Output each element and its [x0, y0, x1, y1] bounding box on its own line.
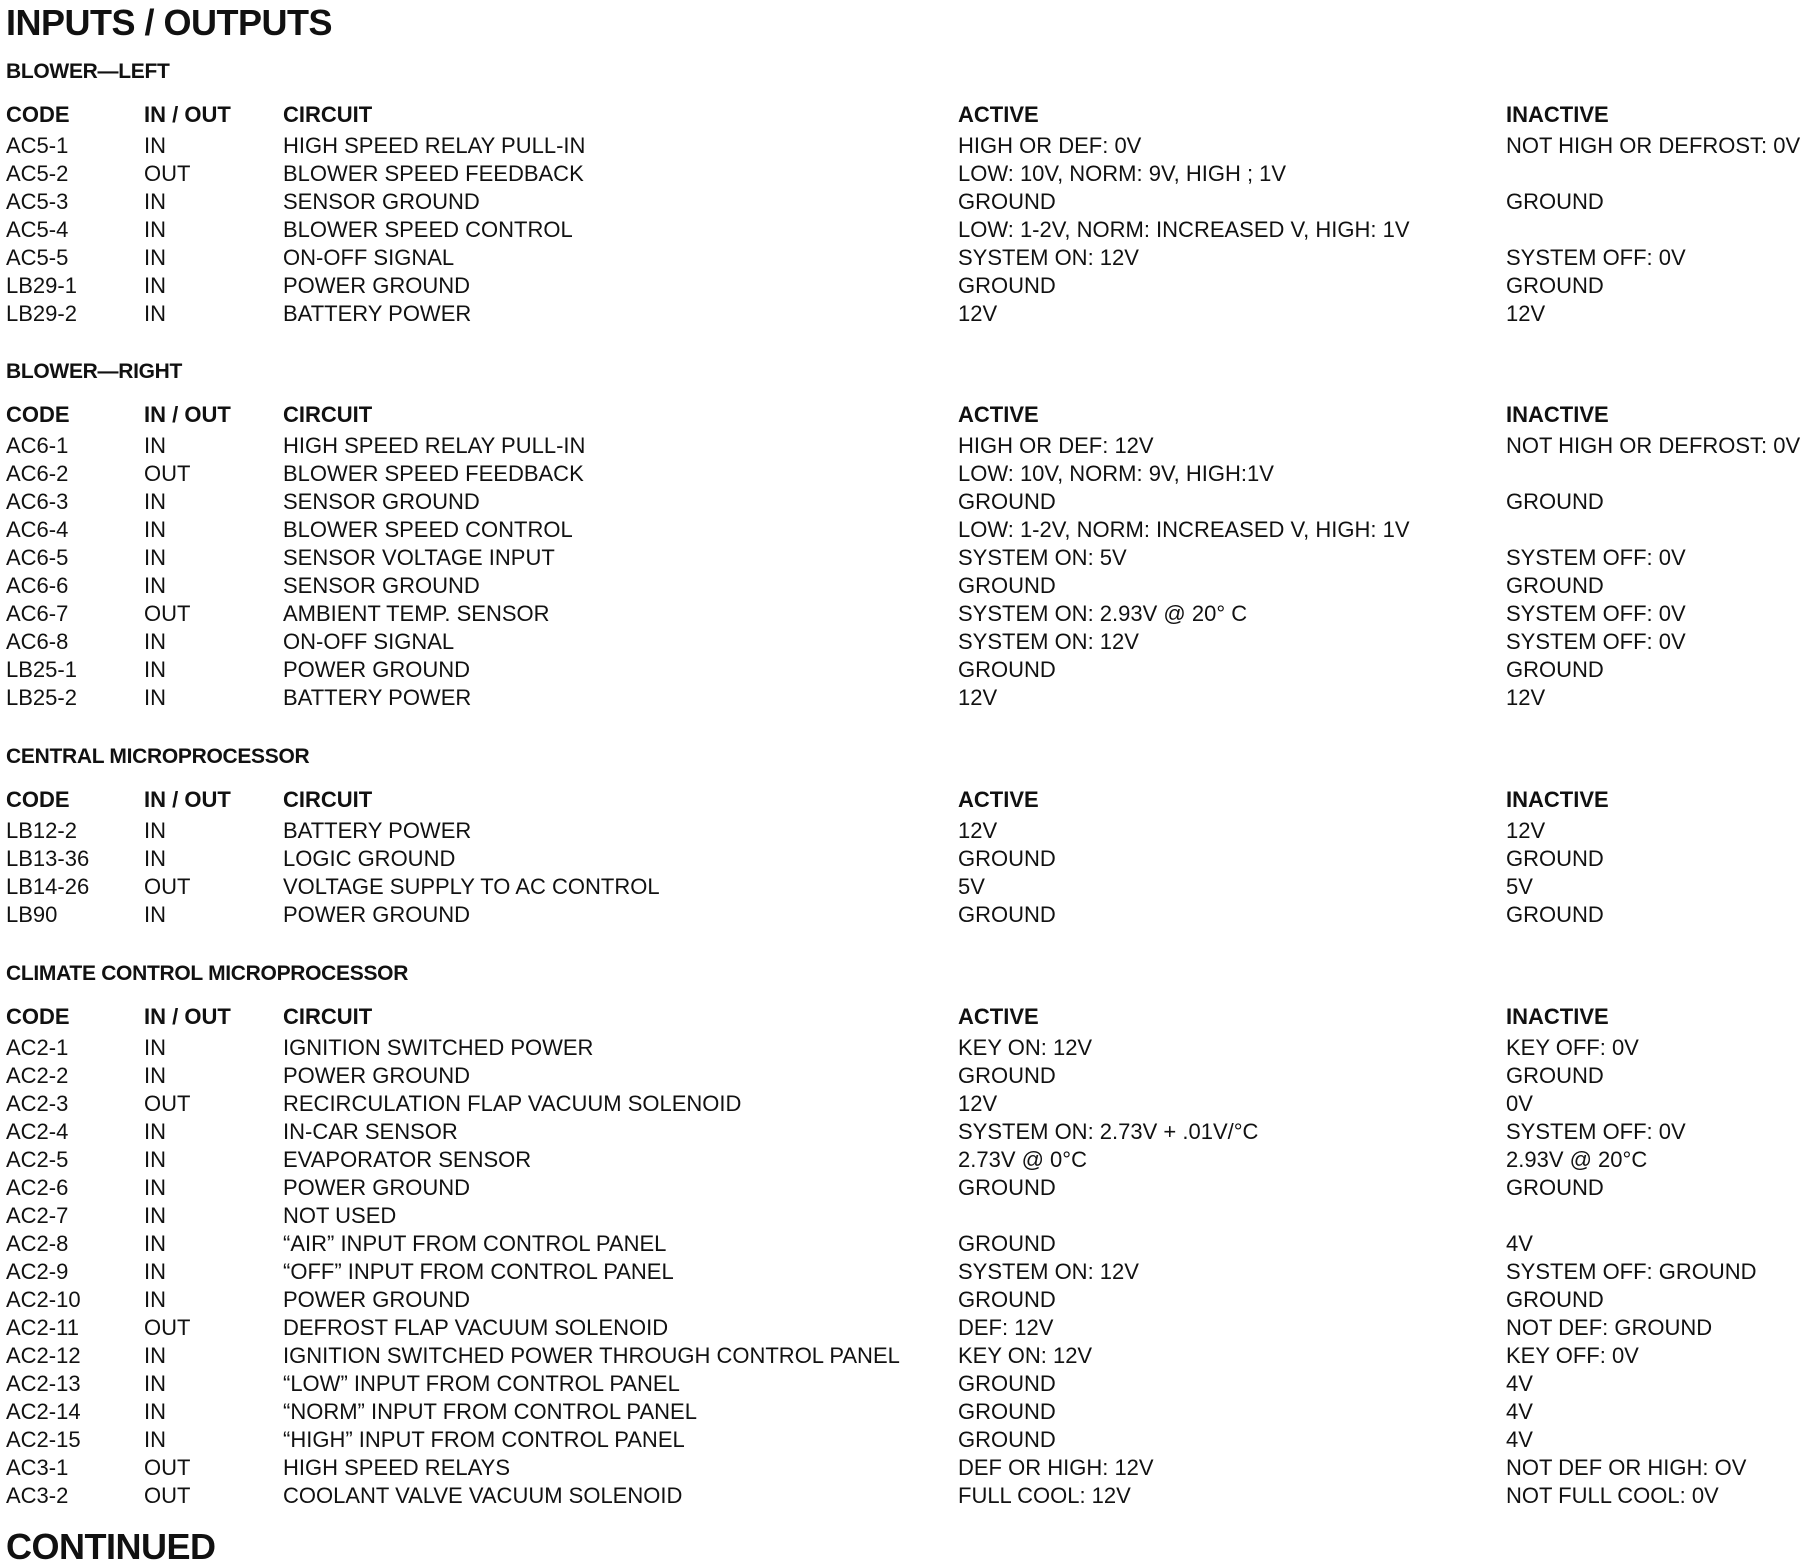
io-cell: IN: [144, 1147, 166, 1172]
column-header-active: ACTIVE: [958, 402, 1039, 427]
code-cell: AC2-6: [6, 1175, 69, 1200]
active-cell: GROUND: [958, 902, 1056, 927]
column-header-io: IN / OUT: [144, 402, 231, 427]
table-row: [6, 1258, 1816, 1286]
code-cell: AC5-5: [6, 245, 69, 270]
active-cell: GROUND: [958, 189, 1056, 214]
code-cell: AC6-6: [6, 573, 69, 598]
io-cell: OUT: [144, 601, 191, 626]
code-cell: AC2-9: [6, 1259, 69, 1284]
circuit-cell: LOGIC GROUND: [283, 846, 456, 871]
circuit-cell: BLOWER SPEED CONTROL: [283, 517, 573, 542]
column-header-io: IN / OUT: [144, 102, 231, 127]
table-row: [6, 544, 1816, 572]
io-cell: IN: [144, 489, 166, 514]
circuit-cell: BLOWER SPEED FEEDBACK: [283, 461, 584, 486]
active-cell: DEF OR HIGH: 12V: [958, 1455, 1154, 1480]
code-cell: AC2-11: [6, 1315, 79, 1340]
column-header-circuit: CIRCUIT: [283, 1004, 373, 1029]
inactive-cell: 4V: [1506, 1427, 1533, 1452]
circuit-cell: POWER GROUND: [283, 657, 470, 682]
inactive-cell: SYSTEM OFF: 0V: [1506, 245, 1686, 270]
inactive-cell: GROUND: [1506, 189, 1604, 214]
column-header-code: CODE: [6, 102, 70, 127]
table-row: [6, 817, 1816, 845]
inactive-cell: NOT HIGH OR DEFROST: 0V: [1506, 433, 1801, 458]
section-title: CENTRAL MICROPROCESSOR: [6, 745, 310, 768]
code-cell: AC6-1: [6, 433, 69, 458]
table-row: [6, 873, 1816, 901]
column-header-inactive: INACTIVE: [1506, 102, 1609, 127]
circuit-cell: VOLTAGE SUPPLY TO AC CONTROL: [283, 874, 660, 899]
active-cell: GROUND: [958, 489, 1056, 514]
column-header-inactive: INACTIVE: [1506, 787, 1609, 812]
inactive-cell: GROUND: [1506, 1175, 1604, 1200]
column-header-io: IN / OUT: [144, 1004, 231, 1029]
inactive-cell: 12V: [1506, 818, 1546, 843]
inactive-cell: GROUND: [1506, 902, 1604, 927]
table-row: [6, 244, 1816, 272]
code-cell: AC5-1: [6, 133, 69, 158]
active-cell: 5V: [958, 874, 985, 899]
code-cell: AC6-3: [6, 489, 69, 514]
io-cell: IN: [144, 1203, 166, 1228]
active-cell: GROUND: [958, 1399, 1056, 1424]
section-title: BLOWER—LEFT: [6, 60, 170, 83]
section-title: BLOWER—RIGHT: [6, 360, 183, 383]
table-row: [6, 1454, 1816, 1482]
active-cell: 12V: [958, 685, 998, 710]
active-cell: KEY ON: 12V: [958, 1343, 1093, 1368]
code-cell: LB13-36: [6, 846, 90, 871]
inactive-cell: 2.93V @ 20°C: [1506, 1147, 1648, 1172]
table-header-row: [6, 1000, 1816, 1034]
circuit-cell: “NORM” INPUT FROM CONTROL PANEL: [283, 1399, 697, 1424]
io-cell: IN: [144, 1035, 166, 1060]
circuit-cell: SENSOR GROUND: [283, 189, 480, 214]
column-header-code: CODE: [6, 787, 70, 812]
io-cell: IN: [144, 1427, 166, 1452]
table-row: [6, 300, 1816, 328]
inactive-cell: SYSTEM OFF: 0V: [1506, 545, 1686, 570]
circuit-cell: “OFF” INPUT FROM CONTROL PANEL: [283, 1259, 674, 1284]
io-cell: IN: [144, 301, 166, 326]
column-header-active: ACTIVE: [958, 102, 1039, 127]
circuit-cell: POWER GROUND: [283, 1063, 470, 1088]
inactive-cell: 0V: [1506, 1091, 1533, 1116]
circuit-cell: “LOW” INPUT FROM CONTROL PANEL: [283, 1371, 680, 1396]
inactive-cell: 4V: [1506, 1399, 1533, 1424]
inactive-cell: GROUND: [1506, 489, 1604, 514]
code-cell: AC6-2: [6, 461, 69, 486]
table-row: [6, 1174, 1816, 1202]
active-cell: KEY ON: 12V: [958, 1035, 1093, 1060]
table-row: [6, 656, 1816, 684]
circuit-cell: SENSOR GROUND: [283, 573, 480, 598]
inactive-cell: NOT DEF: GROUND: [1506, 1315, 1713, 1340]
io-cell: IN: [144, 189, 166, 214]
active-cell: LOW: 1-2V, NORM: INCREASED V, HIGH: 1V: [958, 217, 1410, 242]
circuit-cell: POWER GROUND: [283, 1287, 470, 1312]
io-cell: IN: [144, 1063, 166, 1088]
table-header-row: [6, 98, 1816, 132]
inactive-cell: NOT FULL COOL: 0V: [1506, 1483, 1719, 1508]
circuit-cell: BLOWER SPEED FEEDBACK: [283, 161, 584, 186]
active-cell: SYSTEM ON: 12V: [958, 1259, 1139, 1284]
circuit-cell: RECIRCULATION FLAP VACUUM SOLENOID: [283, 1091, 742, 1116]
active-cell: GROUND: [958, 1287, 1056, 1312]
code-cell: AC6-4: [6, 517, 69, 542]
circuit-cell: ON-OFF SIGNAL: [283, 629, 455, 654]
io-cell: IN: [144, 1371, 166, 1396]
table-row: [6, 684, 1816, 712]
active-cell: GROUND: [958, 846, 1056, 871]
io-cell: OUT: [144, 1483, 191, 1508]
active-cell: GROUND: [958, 273, 1056, 298]
code-cell: AC5-3: [6, 189, 69, 214]
io-cell: OUT: [144, 874, 191, 899]
table-row: [6, 1146, 1816, 1174]
io-cell: IN: [144, 245, 166, 270]
active-cell: LOW: 1-2V, NORM: INCREASED V, HIGH: 1V: [958, 517, 1410, 542]
code-cell: AC2-10: [6, 1287, 81, 1312]
code-cell: LB29-1: [6, 273, 77, 298]
inactive-cell: GROUND: [1506, 846, 1604, 871]
inactive-cell: NOT HIGH OR DEFROST: 0V: [1506, 133, 1801, 158]
io-cell: OUT: [144, 161, 191, 186]
active-cell: HIGH OR DEF: 12V: [958, 433, 1154, 458]
code-cell: AC2-7: [6, 1203, 69, 1228]
code-cell: AC2-5: [6, 1147, 69, 1172]
inactive-cell: GROUND: [1506, 1063, 1604, 1088]
circuit-cell: BATTERY POWER: [283, 685, 472, 710]
column-header-circuit: CIRCUIT: [283, 102, 373, 127]
io-cell: IN: [144, 1231, 166, 1256]
code-cell: AC5-2: [6, 161, 69, 186]
io-cell: IN: [144, 1259, 166, 1284]
inactive-cell: KEY OFF: 0V: [1506, 1343, 1639, 1368]
column-header-circuit: CIRCUIT: [283, 787, 373, 812]
circuit-cell: IGNITION SWITCHED POWER: [283, 1035, 594, 1060]
table-row: [6, 160, 1816, 188]
io-cell: IN: [144, 629, 166, 654]
io-cell: OUT: [144, 461, 191, 486]
table-header-row: [6, 783, 1816, 817]
code-cell: AC2-4: [6, 1119, 69, 1144]
active-cell: 12V: [958, 301, 998, 326]
circuit-cell: NOT USED: [283, 1203, 397, 1228]
active-cell: GROUND: [958, 1063, 1056, 1088]
table-row: [6, 188, 1816, 216]
active-cell: SYSTEM ON: 12V: [958, 629, 1139, 654]
code-cell: AC6-7: [6, 601, 69, 626]
column-header-inactive: INACTIVE: [1506, 402, 1609, 427]
circuit-cell: POWER GROUND: [283, 1175, 470, 1200]
table-row: [6, 1482, 1816, 1510]
circuit-cell: IGNITION SWITCHED POWER THROUGH CONTROL PANEL: [283, 1343, 900, 1368]
active-cell: GROUND: [958, 1371, 1056, 1396]
inactive-cell: 12V: [1506, 685, 1546, 710]
io-cell: IN: [144, 217, 166, 242]
inactive-cell: GROUND: [1506, 273, 1604, 298]
table-row: [6, 1342, 1816, 1370]
table-row: [6, 272, 1816, 300]
column-header-code: CODE: [6, 1004, 70, 1029]
active-cell: FULL COOL: 12V: [958, 1483, 1131, 1508]
table-row: [6, 600, 1816, 628]
table-row: [6, 1314, 1816, 1342]
code-cell: AC3-2: [6, 1483, 69, 1508]
table-row: [6, 1118, 1816, 1146]
inactive-cell: GROUND: [1506, 573, 1604, 598]
inactive-cell: 5V: [1506, 874, 1533, 899]
code-cell: AC6-5: [6, 545, 69, 570]
table-row: [6, 1370, 1816, 1398]
io-cell: OUT: [144, 1315, 191, 1340]
circuit-cell: HIGH SPEED RELAY PULL-IN: [283, 133, 586, 158]
section-climate-control-microprocessor: [6, 962, 1816, 1510]
circuit-cell: POWER GROUND: [283, 902, 470, 927]
inactive-cell: 12V: [1506, 301, 1546, 326]
io-cell: IN: [144, 517, 166, 542]
active-cell: SYSTEM ON: 12V: [958, 245, 1139, 270]
column-header-active: ACTIVE: [958, 787, 1039, 812]
circuit-cell: “HIGH” INPUT FROM CONTROL PANEL: [283, 1427, 685, 1452]
column-header-circuit: CIRCUIT: [283, 402, 373, 427]
code-cell: AC2-13: [6, 1371, 81, 1396]
continued-label: CONTINUED: [6, 1526, 216, 1567]
table-row: [6, 1062, 1816, 1090]
table-row: [6, 132, 1816, 160]
io-cell: IN: [144, 273, 166, 298]
io-cell: IN: [144, 1287, 166, 1312]
table-row: [6, 488, 1816, 516]
io-cell: IN: [144, 685, 166, 710]
io-cell: IN: [144, 133, 166, 158]
circuit-cell: BATTERY POWER: [283, 818, 472, 843]
section-title: CLIMATE CONTROL MICROPROCESSOR: [6, 962, 409, 985]
section-central-microprocessor: [6, 745, 1816, 929]
circuit-cell: BATTERY POWER: [283, 301, 472, 326]
io-cell: IN: [144, 433, 166, 458]
io-cell: IN: [144, 657, 166, 682]
circuit-cell: HIGH SPEED RELAY PULL-IN: [283, 433, 586, 458]
code-cell: AC2-8: [6, 1231, 69, 1256]
active-cell: DEF: 12V: [958, 1315, 1054, 1340]
inactive-cell: 4V: [1506, 1231, 1533, 1256]
io-cell: IN: [144, 1119, 166, 1144]
code-cell: LB14-26: [6, 874, 90, 899]
circuit-cell: COOLANT VALVE VACUUM SOLENOID: [283, 1483, 683, 1508]
table-row: [6, 1230, 1816, 1258]
circuit-cell: ON-OFF SIGNAL: [283, 245, 455, 270]
circuit-cell: “AIR” INPUT FROM CONTROL PANEL: [283, 1231, 667, 1256]
active-cell: SYSTEM ON: 5V: [958, 545, 1127, 570]
circuit-cell: SENSOR GROUND: [283, 489, 480, 514]
io-cell: OUT: [144, 1091, 191, 1116]
io-cell: OUT: [144, 1455, 191, 1480]
code-cell: LB12-2: [6, 818, 77, 843]
active-cell: LOW: 10V, NORM: 9V, HIGH ; 1V: [958, 161, 1287, 186]
code-cell: AC6-8: [6, 629, 69, 654]
table-row: [6, 216, 1816, 244]
io-cell: IN: [144, 573, 166, 598]
active-cell: SYSTEM ON: 2.93V @ 20° C: [958, 601, 1248, 626]
circuit-cell: BLOWER SPEED CONTROL: [283, 217, 573, 242]
inactive-cell: GROUND: [1506, 1287, 1604, 1312]
table-row: [6, 1398, 1816, 1426]
section-blower-left: [6, 60, 1816, 328]
circuit-cell: IN-CAR SENSOR: [283, 1119, 458, 1144]
io-cell: IN: [144, 545, 166, 570]
io-cell: IN: [144, 1343, 166, 1368]
circuit-cell: EVAPORATOR SENSOR: [283, 1147, 532, 1172]
table-row: [6, 1286, 1816, 1314]
code-cell: AC2-14: [6, 1399, 81, 1424]
active-cell: GROUND: [958, 1175, 1056, 1200]
code-cell: LB90: [6, 902, 58, 927]
active-cell: GROUND: [958, 573, 1056, 598]
section-blower-right: [6, 360, 1816, 712]
inactive-cell: GROUND: [1506, 657, 1604, 682]
inactive-cell: NOT DEF OR HIGH: OV: [1506, 1455, 1747, 1480]
inactive-cell: KEY OFF: 0V: [1506, 1035, 1639, 1060]
code-cell: AC5-4: [6, 217, 69, 242]
code-cell: LB25-2: [6, 685, 77, 710]
table-row: [6, 516, 1816, 544]
io-cell: IN: [144, 846, 166, 871]
code-cell: AC2-3: [6, 1091, 69, 1116]
active-cell: 12V: [958, 1091, 998, 1116]
io-cell: IN: [144, 902, 166, 927]
table-row: [6, 572, 1816, 600]
io-cell: IN: [144, 1399, 166, 1424]
active-cell: GROUND: [958, 657, 1056, 682]
code-cell: AC2-1: [6, 1035, 69, 1060]
circuit-cell: AMBIENT TEMP. SENSOR: [283, 601, 550, 626]
inactive-cell: 4V: [1506, 1371, 1533, 1396]
active-cell: SYSTEM ON: 2.73V + .01V/°C: [958, 1119, 1259, 1144]
code-cell: AC2-2: [6, 1063, 69, 1088]
table-row: [6, 628, 1816, 656]
table-row: [6, 1202, 1816, 1230]
table-header-row: [6, 398, 1816, 432]
circuit-cell: POWER GROUND: [283, 273, 470, 298]
active-cell: 12V: [958, 818, 998, 843]
inactive-cell: SYSTEM OFF: GROUND: [1506, 1259, 1757, 1284]
column-header-active: ACTIVE: [958, 1004, 1039, 1029]
io-cell: IN: [144, 818, 166, 843]
table-row: [6, 460, 1816, 488]
code-cell: AC2-15: [6, 1427, 81, 1452]
table-row: [6, 1034, 1816, 1062]
table-row: [6, 1090, 1816, 1118]
active-cell: 2.73V @ 0°C: [958, 1147, 1087, 1172]
inactive-cell: SYSTEM OFF: 0V: [1506, 1119, 1686, 1144]
active-cell: GROUND: [958, 1427, 1056, 1452]
table-row: [6, 432, 1816, 460]
io-cell: IN: [144, 1175, 166, 1200]
code-cell: AC2-12: [6, 1343, 81, 1368]
table-row: [6, 845, 1816, 873]
circuit-cell: SENSOR VOLTAGE INPUT: [283, 545, 555, 570]
code-cell: LB29-2: [6, 301, 77, 326]
inactive-cell: SYSTEM OFF: 0V: [1506, 629, 1686, 654]
active-cell: LOW: 10V, NORM: 9V, HIGH:1V: [958, 461, 1274, 486]
inactive-cell: SYSTEM OFF: 0V: [1506, 601, 1686, 626]
column-header-inactive: INACTIVE: [1506, 1004, 1609, 1029]
column-header-io: IN / OUT: [144, 787, 231, 812]
code-cell: AC3-1: [6, 1455, 69, 1480]
table-row: [6, 901, 1816, 929]
active-cell: GROUND: [958, 1231, 1056, 1256]
circuit-cell: HIGH SPEED RELAYS: [283, 1455, 510, 1480]
circuit-cell: DEFROST FLAP VACUUM SOLENOID: [283, 1315, 669, 1340]
column-header-code: CODE: [6, 402, 70, 427]
page-title: INPUTS / OUTPUTS: [6, 2, 333, 43]
table-row: [6, 1426, 1816, 1454]
active-cell: HIGH OR DEF: 0V: [958, 133, 1142, 158]
code-cell: LB25-1: [6, 657, 77, 682]
